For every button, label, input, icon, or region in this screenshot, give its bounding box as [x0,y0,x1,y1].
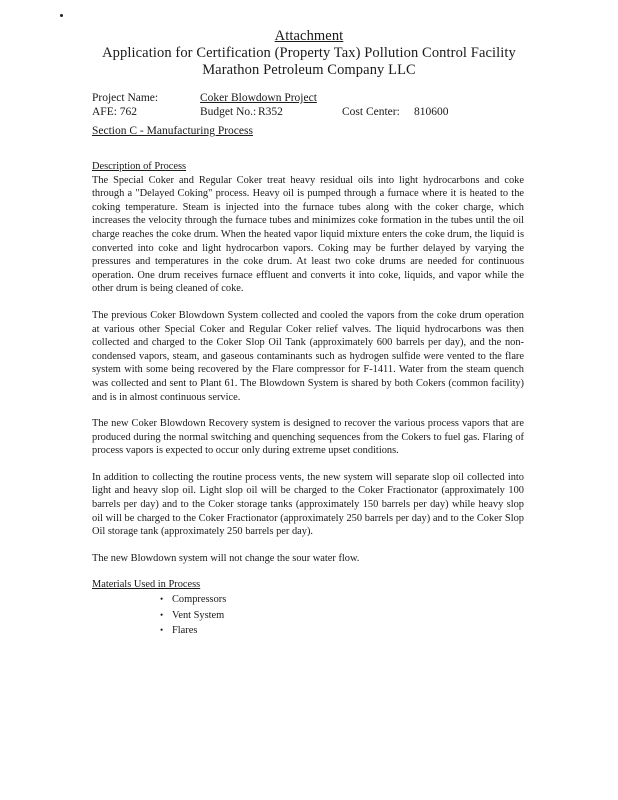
bullet-icon: • [160,625,164,636]
bullet-icon: • [160,609,164,620]
description-heading: Description of Process [92,161,187,172]
document-header [40,28,578,79]
materials-heading: Materials Used in Process [92,579,201,591]
cost-center-label: Cost Center: [342,106,400,118]
process-description [92,160,524,639]
materials-list [92,592,524,639]
section-title: Section C - Manufacturing Process [92,125,253,137]
company-name: Marathon Petroleum Company LLC [202,62,416,78]
scan-speck [60,14,63,17]
paragraph-4: In addition to collecting the routine process vents, the new system will separate slop oil collected into light and heavy slop oil. Light slop oil will be charged to the Coker Fractionator (approximately 100 barrels per day) and to the Coker storage tanks (approximately 150 barrels per day) while heavy slop oil will be charged to the Coker Fractionator (approximately 250 barrels per day) and to the Coker Slop Oil storage tank (approximately 250 barrels per day). [92,471,524,538]
afe-label: AFE: 762 [92,106,138,118]
materials-section [92,578,524,638]
budget-value: R352 [258,106,283,118]
paragraph-1: The Special Coker and Regular Coker treat heavy residual oils into light hydrocarbons and coke through a "Delayed Coking" process. Heavy oil is pumped through a furnace where it is heated to the coking temperature. Steam is injected into the furnace tubes along with the coker charge, which increases the velocity through the furnace tubes and minimizes coke formation in the tubes until the oil charge reaches the coke drum. When the heated vapor liquid mixture enters the coke drum, the liquid is converted into coke and light hydrocarbon vapors. Coking may be further delayed by varying the pressures and temperatures in the coke drum. At least two coke drums are needed for continuous operation. One drum receives furnace effluent and converts it into coke, liquids, and vapor while the other drum is being cleaned of coke. [92,174,524,295]
paragraph-2: The previous Coker Blowdown System collected and cooled the vapors from the coke drum operation at various other Special Coker and Regular Coker relief valves. The liquid hydrocarbons was then collected and charged to the Coker Slop Oil Tank (approximately 600 barrels per day), and the non-condensed vapors, steam, and gaseous contaminants such as hydrogen sulfide were vented to the flare system with some being recovered by the Flare compressor for F-1411. Water from the steam quench was collected and sent to Plant 61. The Blowdown System is shared by both Cokers (common facility) and is in almost continuous service. [92,309,524,403]
attachment-title: Attachment [274,28,344,44]
project-name-value: Coker Blowdown Project [200,92,317,104]
list-item: • Compressors [172,592,524,608]
list-item: • Vent System [172,608,524,624]
project-name-label: Project Name: [92,92,159,104]
paragraph-5: The new Blowdown system will not change the sour water flow. [92,552,360,564]
budget-label: Budget No.: [200,106,257,118]
paragraph-3: The new Coker Blowdown Recovery system is designed to recover the various process vapors that are produced during the normal switching and quenching sequences from the Cokers to fuel gas. Flaring of process vapors is expected to occur only during extreme upset conditions. [92,418,524,457]
list-item: • Flares [172,623,524,639]
project-info [92,91,522,119]
application-title: Application for Certification (Property Tax) Pollution Control Facility [102,45,516,61]
cost-center-value: 810600 [414,106,449,118]
bullet-icon: • [160,594,164,605]
